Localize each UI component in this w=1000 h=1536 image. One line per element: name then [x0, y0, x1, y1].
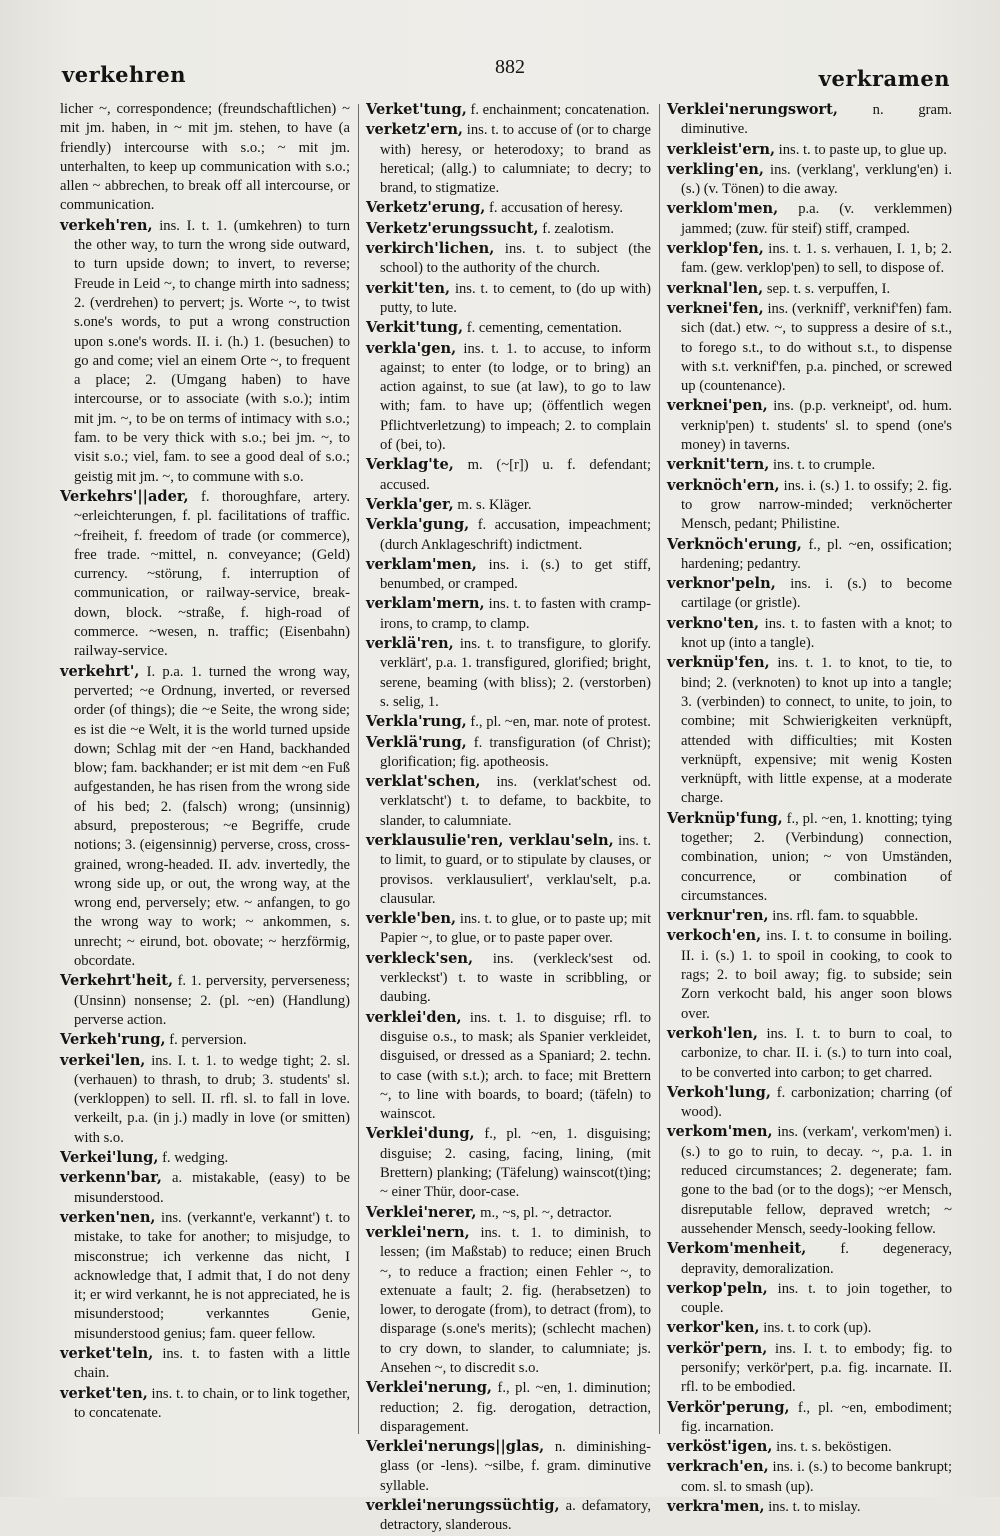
entry-definition: ins. (verklat'schest od. verklatscht') t. to defame, to backbite, to slander, to calumniate. [380, 774, 651, 829]
entry-headword: Verklag'te, [366, 456, 454, 474]
dictionary-entry [366, 594, 651, 634]
dictionary-entry [667, 396, 952, 455]
dictionary-entry [667, 299, 952, 396]
dictionary-entry [366, 772, 651, 831]
dictionary-entry [366, 239, 651, 279]
entry-headword: verknei'fen, [667, 299, 764, 317]
dictionary-entry [366, 949, 651, 1008]
entry-headword: Verkeh'rung, [60, 1031, 166, 1049]
column-3 [667, 100, 952, 1516]
dictionary-entry [60, 971, 350, 1030]
entry-definition: f. wedging. [158, 1150, 229, 1167]
entry-definition: ins. I. t. 1. to wedge tight; 2. sl. (verhauen) to thrash, to drub; 3. students' sl. (verkloppen) to sell. II. rfl. sl. to fall in love. verkeilt, p.a. (in j.) madly in love (or smitten) with s.o. [74, 1052, 350, 1146]
entry-headword: verklam'mern, [366, 595, 485, 613]
entry-definition: ins. t. to cork (up). [759, 1320, 872, 1337]
dictionary-entry [366, 339, 651, 456]
entry-definition: ins. i. (s.) to become cartilage (or gristle). [681, 576, 952, 612]
entry-headword: verknei'pen, [667, 397, 768, 415]
entry-headword: verknöch'ern, [667, 476, 780, 494]
dictionary-entry [60, 487, 350, 662]
dictionary-entry [667, 100, 952, 140]
entry-definition: ins. i. (s.) to get stiff, benumbed, or cramped. [380, 556, 651, 593]
entry-definition: ins. (verkleck'sest od. verkleckst') t. to waste in scribbling, or daubing. [380, 950, 651, 1006]
dictionary-entry [366, 1437, 651, 1496]
dictionary-entry [667, 535, 952, 575]
entry-definition: ins. t. to fasten with a knot; to knot up (into a tangle). [681, 615, 952, 652]
dictionary-entry [667, 1497, 952, 1517]
dictionary-entry [667, 1024, 952, 1083]
entry-headword: verkeh'ren, [60, 216, 153, 234]
dictionary-entry [366, 555, 651, 595]
dictionary-entry [366, 120, 651, 198]
entry-headword: verkoch'en, [667, 927, 762, 945]
entry-definition: ins. t. to limit, to guard, or to stipulate by clauses, or provisos. verklausuliert', verklau'selt, p.a. clausular. [380, 832, 651, 907]
dictionary-entry [667, 1398, 952, 1438]
entry-headword: Verkör'perung, [667, 1398, 790, 1416]
entry-headword: verkehrt', [60, 662, 140, 680]
entry-headword: verken'nen, [60, 1208, 156, 1226]
entry-headword: verknal'len, [667, 279, 764, 297]
entry-headword: Verketz'erungssucht, [366, 219, 539, 237]
column-rule-right [659, 104, 660, 1434]
entry-definition: ins. (verkannt'e, verkannt') t. to mistake, to take for another; to misjudge, to misconstrue; ich verkenne das nicht, I acknowledge that, I admit that, I do not deny it; er wird verkannt, he is not appreciated, he is misunderstood; verkanntes Genie, misunderstood genius; fam. queer fellow. [74, 1209, 350, 1342]
entry-definition: m. (~[r]) u. f. defendant; accused. [380, 457, 651, 493]
entry-definition: ins. t. to fasten with a little chain. [74, 1346, 350, 1382]
entry-definition: ins. t. 1. to accuse, to inform against; to enter (to lodge, or to bring) an action against, to sue (at law), to go to law with; fam. to have up; (öffentlich wegen Pflichtverletzung) to impeach; 2. to complain of (bei, to). [380, 340, 651, 454]
entry-headword: verkno'ten, [667, 614, 760, 632]
entry-headword: Verkoh'lung, [667, 1083, 771, 1101]
dictionary-entry [667, 279, 952, 299]
entry-definition: f. accusation, impeachment; (durch Anklageschrift) indictment. [380, 517, 651, 553]
entry-definition: f. accusation of heresy. [485, 200, 623, 217]
entry-definition: m. s. Kläger. [453, 496, 532, 513]
dictionary-entry [366, 634, 651, 712]
dictionary-entry [366, 1378, 651, 1437]
entry-headword: verkei'len, [60, 1051, 146, 1069]
dictionary-entry [366, 909, 651, 949]
entry-definition: ins. t. 1. s. verhauen, I. 1, b; 2. fam. (gew. verklop'pen) to sell, to dispose of. [681, 241, 952, 277]
dictionary-entry [667, 614, 952, 654]
dictionary-entry [60, 1030, 350, 1050]
entry-definition: ins. (p.p. verkneipt', od. hum. verknip'pen) t. students' sl. to spend (one's money) in taverns. [681, 398, 952, 454]
entry-definition: f., pl. ~en, 1. disguising; disguise; 2. casing, facing, lining, (mit Brettern) planking; (Täfelung) wainscot(t)ing; ~ einer Thür, door-case. [380, 1126, 651, 1201]
entry-headword: Verklä'rung, [366, 733, 467, 751]
entry-definition: ins. (verklang', verklung'en) i. (s.) (v. Tönen) to die away. [681, 161, 952, 198]
entry-headword: Verkla'rung, [366, 713, 467, 731]
entry-headword: verkle'ben, [366, 910, 457, 928]
column-2 [366, 100, 651, 1534]
entry-headword: Verklei'nerungswort, [667, 101, 838, 118]
entry-definition: ins. t. 1. to disguise; rfl. to disguise o.s., to mask; als Spanier verkleidet, disguised, or dressed as a Spaniard; 2. techn. to case (with s.t.); arch. to face; mit Brettern ~, to line with boards, to board; (täfeln) to wainscot. [380, 1009, 651, 1123]
entry-definition: f. degeneracy, depravity, demoralization. [681, 1241, 952, 1277]
entry-definition: ins. i. (s.) 1. to ossify; 2. fig. to grow narrow-minded; verknöcherter Mensch, pedant; Philistine. [681, 477, 952, 533]
dictionary-entry [366, 1124, 651, 1202]
entry-headword: verklei'den, [366, 1008, 462, 1026]
entry-definition: f. cementing, cementation. [463, 320, 622, 337]
dictionary-entry [667, 906, 952, 926]
dictionary-entry [60, 1148, 350, 1168]
dictionary-entry [667, 239, 952, 279]
dictionary-entry [60, 1168, 350, 1208]
entry-definition: ins. t. to mislay. [764, 1499, 861, 1516]
dictionary-entry [667, 1083, 952, 1123]
entry-headword: verköst'igen, [667, 1438, 773, 1456]
entry-headword: Verketz'erung, [366, 199, 486, 217]
entry-headword: verkra'men, [667, 1498, 765, 1516]
entry-headword: verkop'peln, [667, 1279, 768, 1297]
dictionary-entry [366, 495, 651, 515]
entry-definition: ins. t. 1. to diminish, to lessen; (im Maßstab) to reduce; einen Bruch ~, to reduce a fraction; einen Fehler ~, to extenuate a fault; 2. fig. (herabsetzen) to lower, to derogate (from), to detract (from), to disparage (s.one's merits); (schlecht machen) to cry down, to slander, to calumniate; js. Ansehen ~, to discredit s.o. [380, 1224, 651, 1376]
entry-headword: Verknüp'fung, [667, 809, 783, 827]
entry-headword: Verklei'nerungs||glas, [366, 1438, 545, 1456]
entry-definition: ins. I. t. 1. (umkehren) to turn the other way, to turn the wrong side outward, to turn upside down; to invert, to reverse; Freude in Leid ~, to change mirth into sadness; 2. (verdrehen) to pervert; js. Worte ~, to twist s.one's words, to put a wrong construction upon s.one's words. II. i. (h.) 1. (besuchen) to go and come; viel an einem Orte ~, to frequent a place; 2. (Umgang haben) to have intercourse, or to associate (with s.o.); intim mit jm. ~, to be on terms of intimacy with s.o.; fam. to be very thick with s.o.; bei jm. ~, to visit s.o.; viel, fam. to see a good deal of s.o.; geistig mit jm. ~, to commune with s.o. [74, 217, 350, 485]
entry-headword: verknor'peln, [667, 575, 776, 593]
entry-headword: verkit'ten, [366, 279, 451, 297]
entry-headword: verkirch'lichen, [366, 240, 495, 258]
left-guide-word: verkehren [62, 62, 186, 87]
dictionary-entry [60, 216, 350, 487]
entry-definition: f. enchainment; concatenation. [466, 102, 650, 118]
entry-headword: verkenn'bar, [60, 1169, 162, 1187]
running-head [0, 56, 1000, 96]
entry-definition: I. p.a. 1. turned the wrong way, perverted; ~e Ordnung, inverted, or reversed order (of things); die ~e Seite, the wrong side; es ist die ~e Welt, it is the world turned upside down; Schlag mit der ~en Hand, backhanded blow; fam. backhander; er ist mit dem ~en Fuß aufgestanden, he has risen from the wrong side of his bed; 2. (falsch) wrong; (unsinnig) absurd, preposterous; ~e Begriffe, crude notions; 3. (eigensinnig) perverse, cross, cross-grained, wrong-headed. II. adv. invertedly, the wrong side up, or out, the wrong way, at the wrong end, perversely; etw. ~ anfangen, to go the wrong way to work; ~ ankommen, s. unrecht; ~ eirund, bot. obovate; ~ herzförmig, obcordate. [74, 663, 350, 970]
entry-headword: verklom'men, [667, 200, 779, 218]
dictionary-entry [667, 160, 952, 200]
dictionary-entry [667, 455, 952, 475]
entry-definition: ins. I. t. to burn to coal, to carbonize, to char. II. i. (s.) to turn into coal, to be converted into carbon; to get charred. [681, 1025, 952, 1081]
entry-headword: verklei'nerungssüchtig, [366, 1497, 560, 1515]
dictionary-entry [366, 515, 651, 555]
entry-definition: f., pl. ~en, 1. diminution; reduction; 2. fig. derogation, detraction, disparagement. [380, 1380, 651, 1435]
dictionary-entry [667, 1457, 952, 1497]
entry-headword: verklausulie'ren, verklau'seln, [366, 831, 614, 849]
entry-definition: ins. t. to subject (the school) to the authority of the church. [380, 241, 651, 277]
dictionary-entry [366, 733, 651, 773]
entry-headword: verkleist'ern, [667, 140, 776, 158]
entry-definition: ins. t. s. beköstigen. [772, 1439, 892, 1456]
column-rule-left [358, 104, 359, 1434]
entry-headword: Verket'tung, [366, 101, 467, 118]
entry-definition: n. gram. diminutive. [681, 102, 952, 138]
dictionary-entry [60, 1208, 350, 1344]
entry-definition: ins. I. t. to embody; fig. to personify; verkör'pert, p.a. fig. incarnate. II. rfl. to be embodied. [681, 1340, 952, 1396]
dictionary-entry [60, 662, 350, 972]
entry-definition: ins. t. to accuse of (or to charge with) heresy, or heterodoxy; to brand as heretical; (allg.) to calumniate; to decry; to brand, to stigmatize. [380, 122, 651, 197]
entry-headword: verklop'fen, [667, 240, 764, 258]
entry-definition: n. diminishing-glass (or -lens). ~silbe, f. gram. diminutive syllable. [380, 1439, 651, 1494]
entry-headword: Verklei'nerung, [366, 1379, 492, 1397]
dictionary-entry [366, 100, 651, 120]
entry-definition: a. defamatory, detractory, slanderous. [380, 1498, 651, 1534]
entry-definition: ins. t. to chain, or to link together, to concatenate. [74, 1385, 350, 1421]
entry-headword: verklä'ren, [366, 635, 454, 653]
entry-headword: verkom'men, [667, 1123, 773, 1141]
entry-headword: verkleck'sen, [366, 949, 474, 967]
entry-headword: verklei'nern, [366, 1223, 470, 1241]
entry-definition: ins. t. to fasten with cramp-irons, to cramp, to clamp. [380, 596, 651, 632]
entry-headword: verkla'gen, [366, 339, 457, 357]
dictionary-entry [667, 653, 952, 808]
entry-definition: f. 1. perversity, perverseness; (Unsinn) nonsense; 2. (pl. ~en) (Handlung) perverse action. [74, 973, 350, 1028]
dictionary-entry [667, 1239, 952, 1279]
entry-definition: ins. t. to cement, to (do up with) putty, to lute. [380, 280, 651, 316]
entry-definition: f. thoroughfare, artery. ~erleichterungen, f. pl. facilitations of traffic. ~freiheit, f. freedom of trade (or commerce), free trade. ~mittel, n. conveyance; (Geld) currency. ~störung, f. interruption of communication, or railway-service, break-down, block. ~straße, f. high-road of commerce. ~wesen, n. traffic; (Eisenbahn) railway-service. [74, 488, 350, 660]
column-1 [60, 100, 350, 1440]
entry-definition: a. mistakable, (easy) to be misunderstood. [74, 1170, 350, 1206]
dictionary-entry [366, 279, 651, 319]
entry-definition: ins. t. to crumple. [769, 457, 876, 474]
dictionary-entry [667, 1318, 952, 1338]
entry-definition: ins. t. to transfigure, to glorify. verklärt', p.a. 1. transfigured, glorified; bright, serene, beaming (with bliss); 2. (verstorben) s. selig, 1. [380, 636, 651, 710]
dictionary-entry [60, 100, 350, 216]
entry-headword: verknüp'fen, [667, 654, 770, 672]
entry-headword: Verkla'gung, [366, 516, 470, 534]
entry-headword: verknur'ren, [667, 907, 769, 925]
dictionary-entry [366, 219, 651, 239]
dictionary-entry [366, 1203, 651, 1223]
dictionary-entry [366, 831, 651, 909]
dictionary-entry [60, 1051, 350, 1148]
entry-definition: f. zealotism. [538, 220, 614, 237]
entry-headword: Verklei'nerer, [366, 1203, 477, 1221]
entry-definition: ins. t. to paste up, to glue up. [775, 141, 947, 158]
entry-headword: Verkla'ger, [366, 495, 454, 513]
entry-definition: f. carbonization; charring (of wood). [681, 1084, 952, 1121]
entry-headword: verkrach'en, [667, 1458, 769, 1476]
entry-definition: ins. (verkam', verkom'men) i. (s.) to go to ruin, to decay. ~, p.a. 1. in reduced circumstances; 2. degenerate; fam. gone to the bad (or to the dogs); ~er Mensch, disreputable fellow, depraved wretch; ~ aussehender Mensch, seedy-looking fellow. [681, 1124, 952, 1237]
entry-definition: ins. rfl. fam. to squabble. [768, 908, 919, 925]
entry-headword: Verkit'tung, [366, 319, 464, 337]
entry-headword: verket'ten, [60, 1384, 148, 1402]
entry-headword: verklat'schen, [366, 773, 481, 791]
dictionary-entry [60, 1384, 350, 1424]
entry-definition: f., pl. ~en, ossification; hardening; pedantry. [681, 536, 952, 572]
entry-definition: f., pl. ~en, embodiment; fig. incarnation. [681, 1399, 952, 1435]
dictionary-entry [667, 140, 952, 160]
entry-headword: verkling'en, [667, 160, 764, 178]
entry-headword: Verknöch'erung, [667, 535, 802, 553]
entry-definition: sep. t. s. verpuffen, I. [763, 280, 891, 297]
dictionary-entry [366, 198, 651, 218]
entry-definition: licher ~, correspondence; (freundschaftlichen) ~ mit jm. haben, in ~ mit jm. stehen, to have (a friendly) intercourse with s.o.; ~ mit jm. unterhalten, to keep up communication with s.o.; allen ~ abbrechen, to break off all intercourse, or communication. [60, 101, 350, 214]
entry-definition: ins. (verkniff', verknif'fen) fam. sich (dat.) etw. ~, to suppress a desire of s.t., to forego s.t., to do without s.t., to dispense with s.t. verknif'fen, p.a. pinched, or screwed up (countenance). [681, 300, 952, 395]
entry-definition: ins. i. (s.) to become bankrupt; com. sl. to smash (up). [681, 1459, 952, 1495]
entry-definition: f., pl. ~en, 1. knotting; tying together; 2. (Verbindung) connection, combination, union; ~ von Umständen, concurrence, or combination of circumstances. [681, 810, 952, 904]
entry-definition: ins. t. to glue, or to paste up; mit Papier ~, to glue, or to paste paper over. [380, 911, 651, 947]
entry-definition: m., ~s, pl. ~, detractor. [476, 1204, 612, 1221]
entry-definition: f. transfiguration (of Christ); glorification; fig. apotheosis. [380, 734, 651, 770]
entry-headword: Verkehrs'||ader, [60, 487, 189, 505]
dictionary-entry [667, 809, 952, 906]
entry-headword: verkoh'len, [667, 1024, 758, 1042]
entry-headword: Verkom'menheit, [667, 1240, 807, 1258]
dictionary-entry [366, 1496, 651, 1536]
entry-headword: verketz'ern, [366, 121, 464, 139]
entry-definition: p.a. (v. verklemmen) jammed; (zuw. für steif) stiff, cramped. [681, 201, 952, 237]
dictionary-entry [667, 476, 952, 535]
dictionary-entry [667, 1279, 952, 1319]
right-guide-word: verkramen [818, 66, 950, 91]
dictionary-entry [60, 1344, 350, 1384]
entry-headword: verkor'ken, [667, 1319, 760, 1337]
page-number: 882 [495, 56, 525, 78]
entry-headword: verklam'men, [366, 555, 477, 573]
entry-headword: verket'teln, [60, 1345, 154, 1362]
dictionary-entry [667, 1339, 952, 1398]
entry-definition: f. perversion. [165, 1032, 247, 1049]
dictionary-entry [366, 318, 651, 338]
dictionary-entry [667, 926, 952, 1023]
entry-definition: ins. t. to join together, to couple. [681, 1280, 952, 1317]
dictionary-entry [366, 712, 651, 732]
dictionary-entry [667, 199, 952, 239]
dictionary-entry [366, 1223, 651, 1378]
dictionary-entry [667, 1122, 952, 1239]
entry-definition: ins. t. 1. to knot, to tie, to bind; 2. (verknoten) to knot up into a tangle; 3. (verbinden) to connect, to unite, to join, to combine; mit Schwierigkeiten verknüpft, attended with difficulties; mit Kosten verknüpft, expensive; mit wenig Kosten verknüpft, with little expense, at a moderate charge. [681, 655, 952, 807]
dictionary-entry [366, 1008, 651, 1125]
entry-definition: f., pl. ~en, mar. note of protest. [466, 714, 651, 731]
entry-headword: Verklei'dung, [366, 1125, 475, 1143]
dictionary-entry [366, 455, 651, 495]
entry-headword: Verkei'lung, [60, 1149, 159, 1167]
dictionary-entry [667, 1437, 952, 1457]
entry-headword: Verkehrt'heit, [60, 972, 174, 990]
entry-headword: verknit'tern, [667, 456, 770, 474]
entry-definition: ins. I. t. to consume in boiling. II. i. (s.) 1. to spoil in cooking, to cook to rags; 2. to boil away; fig. to subside; sein Zorn verkocht bald, his anger soon blows over. [681, 928, 952, 1022]
dictionary-entry [667, 574, 952, 614]
entry-headword: verkör'pern, [667, 1339, 768, 1357]
